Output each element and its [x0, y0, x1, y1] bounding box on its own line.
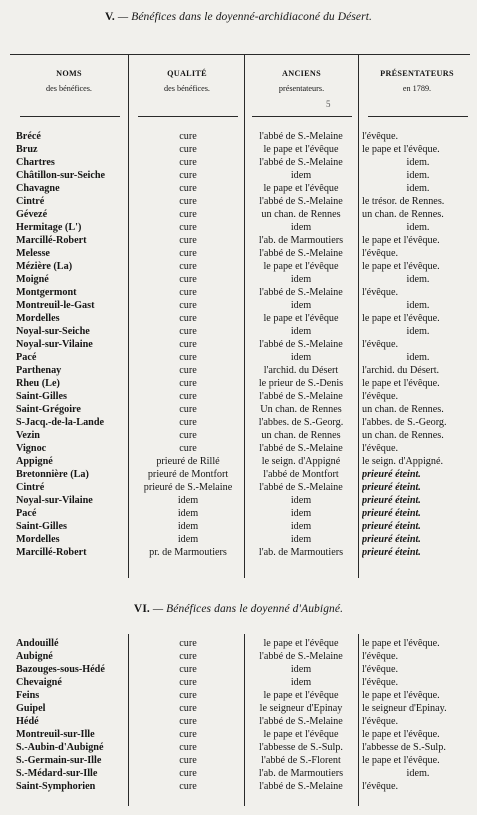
presentateur-1789: l'abbes. de S.-Georg.: [362, 417, 447, 428]
presentateur-1789: l'évêque.: [362, 443, 399, 454]
table-row: [0, 143, 477, 156]
benefice-name: Noyal-sur-Vilaine: [16, 339, 93, 350]
benefice-name: S-Jacq.-de-la-Lande: [16, 417, 105, 428]
benefice-name: Gévezé: [16, 209, 48, 220]
benefice-name: Feins: [16, 690, 40, 701]
presentateur-1789: idem.: [406, 170, 430, 181]
benefice-qualite: cure: [179, 352, 197, 363]
table-row: [0, 169, 477, 182]
table-row: [0, 234, 477, 247]
benefice-qualite: cure: [179, 664, 197, 675]
ancien-presentateur: le prieur de S.-Denis: [258, 378, 344, 389]
ancien-presentateur: idem: [290, 677, 312, 688]
benefice-qualite: cure: [179, 261, 197, 272]
presentateur-1789: prieuré éteint.: [362, 482, 421, 493]
benefice-name: Saint-Gilles: [16, 521, 67, 532]
presentateur-1789: l'évêque.: [362, 781, 399, 792]
table-row: [0, 364, 477, 377]
table-row: [0, 286, 477, 299]
presentateur-1789: le pape et l'évêque.: [362, 690, 440, 701]
table-row: [0, 468, 477, 481]
ancien-presentateur: idem: [290, 326, 312, 337]
benefice-qualite: cure: [179, 235, 197, 246]
header-underline-anciens: [252, 116, 352, 117]
ancien-presentateur: l'ab. de Marmoutiers: [258, 235, 344, 246]
header-presentateurs-line1: PRÉSENTATEURS: [380, 69, 454, 78]
benefice-qualite: cure: [179, 729, 197, 740]
benefice-name: Montreuil-sur-Ille: [16, 729, 95, 740]
benefice-name: Bazouges-sous-Hédé: [16, 664, 105, 675]
benefice-qualite: cure: [179, 742, 197, 753]
benefice-qualite: prieuré de S.-Melaine: [143, 482, 233, 493]
presentateur-1789: idem.: [406, 222, 430, 233]
presentateur-1789: l'évêque.: [362, 131, 399, 142]
benefice-name: Mézière (La): [16, 261, 73, 272]
table-row: [0, 325, 477, 338]
table-row: [0, 481, 477, 494]
presentateur-1789: l'évêque.: [362, 248, 399, 259]
presentateur-1789: le pape et l'évêque.: [362, 313, 440, 324]
table-row: [0, 299, 477, 312]
benefice-name: S.-Germain-sur-Ille: [16, 755, 102, 766]
presentateur-1789: le pape et l'évêque.: [362, 235, 440, 246]
header-underline-presentateurs: [368, 116, 468, 117]
presentateur-1789: le trésor. de Rennes.: [362, 196, 445, 207]
benefice-qualite: cure: [179, 209, 197, 220]
ancien-presentateur: l'abbé de S.-Melaine: [259, 781, 343, 792]
benefice-name: Parthenay: [16, 365, 62, 376]
table-row: [0, 273, 477, 286]
benefice-qualite: idem: [177, 521, 199, 532]
header-qualite-line2: des bénéfices.: [164, 84, 210, 93]
section-6-heading: — Bénéfices dans le doyenné d'Aubigné.: [152, 603, 344, 615]
table-row: [0, 260, 477, 273]
benefice-name: Hédé: [16, 716, 39, 727]
ancien-presentateur: le pape et l'évêque: [263, 729, 339, 740]
presentateur-1789: l'évêque.: [362, 677, 399, 688]
benefice-qualite: cure: [179, 287, 197, 298]
table-row: [0, 546, 477, 559]
benefice-name: Hermitage (L'): [16, 222, 82, 233]
presentateur-1789: le pape et l'évêque.: [362, 729, 440, 740]
benefice-name: Andouillé: [16, 638, 59, 649]
ancien-presentateur: le seigneur d'Epinay: [259, 703, 343, 714]
ancien-presentateur: idem: [290, 274, 312, 285]
ancien-presentateur: le seign. d'Appigné: [261, 456, 341, 467]
table-row: [0, 650, 477, 663]
ancien-presentateur: l'abbé de S.-Melaine: [259, 391, 343, 402]
ancien-presentateur: l'abbé de Montfort: [263, 469, 339, 480]
presentateur-1789: l'archid. du Désert.: [362, 365, 440, 376]
ancien-presentateur: le pape et l'évêque: [263, 690, 339, 701]
benefice-name: Mordelles: [16, 534, 60, 545]
benefice-qualite: cure: [179, 716, 197, 727]
benefice-qualite: cure: [179, 326, 197, 337]
presentateur-1789: l'évêque.: [362, 664, 399, 675]
benefice-name: Appigné: [16, 456, 53, 467]
presentateur-1789: prieuré éteint.: [362, 534, 421, 545]
presentateur-1789: un chan. de Rennes.: [362, 209, 444, 220]
table-row: [0, 416, 477, 429]
benefice-qualite: cure: [179, 391, 197, 402]
presentateur-1789: un chan. de Rennes.: [362, 430, 444, 441]
benefice-qualite: cure: [179, 183, 197, 194]
presentateur-1789: l'évêque.: [362, 651, 399, 662]
presentateur-1789: le pape et l'évêque.: [362, 378, 440, 389]
benefice-name: Saint-Gilles: [16, 391, 67, 402]
benefice-name: Vignoc: [16, 443, 47, 454]
benefice-name: Montreuil-le-Gast: [16, 300, 95, 311]
presentateur-1789: idem.: [406, 326, 430, 337]
benefice-name: Cintré: [16, 196, 45, 207]
benefice-name: Montgermont: [16, 287, 77, 298]
ancien-presentateur: idem: [290, 352, 312, 363]
ancien-presentateur: le pape et l'évêque: [263, 261, 339, 272]
benefice-qualite: cure: [179, 144, 197, 155]
presentateur-1789: idem.: [406, 300, 430, 311]
ancien-presentateur: l'abbé de S.-Melaine: [259, 287, 343, 298]
ancien-presentateur: l'ab. de Marmoutiers: [258, 768, 344, 779]
ancien-presentateur: l'abbé de S.-Florent: [261, 755, 341, 766]
benefice-name: Guipel: [16, 703, 46, 714]
presentateur-1789: idem.: [406, 768, 430, 779]
ancien-presentateur: l'abbé de S.-Melaine: [259, 157, 343, 168]
benefice-qualite: cure: [179, 768, 197, 779]
benefice-qualite: cure: [179, 222, 197, 233]
benefice-qualite: cure: [179, 651, 197, 662]
table-row: [0, 754, 477, 767]
header-noms-line1: NOMS: [56, 69, 82, 78]
table-top-rule: [10, 54, 470, 55]
ancien-presentateur: l'abbesse de S.-Sulp.: [259, 742, 343, 753]
ancien-presentateur: le pape et l'évêque: [263, 183, 339, 194]
benefice-qualite: prieuré de Rillé: [156, 456, 220, 467]
benefice-name: Rheu (Le): [16, 378, 60, 389]
presentateur-1789: le seign. d'Appigné.: [362, 456, 444, 467]
presentateur-1789: prieuré éteint.: [362, 547, 421, 558]
benefice-qualite: cure: [179, 430, 197, 441]
presentateur-1789: prieuré éteint.: [362, 508, 421, 519]
presentateur-1789: idem.: [406, 157, 430, 168]
ancien-presentateur: idem: [290, 664, 312, 675]
benefice-qualite: cure: [179, 131, 197, 142]
table-row: [0, 351, 477, 364]
header-qualite-line1: QUALITÉ: [167, 69, 207, 78]
section-6-title: [0, 603, 477, 615]
table-row: [0, 676, 477, 689]
table-row: [0, 663, 477, 676]
presentateur-1789: le seigneur d'Epinay.: [362, 703, 447, 714]
benefice-name: Melesse: [16, 248, 50, 259]
presentateur-1789: prieuré éteint.: [362, 521, 421, 532]
table-row: [0, 247, 477, 260]
ancien-presentateur: le pape et l'évêque: [263, 313, 339, 324]
ancien-presentateur: l'abbé de S.-Melaine: [259, 131, 343, 142]
ancien-presentateur: un chan. de Rennes: [261, 209, 341, 220]
benefice-qualite: idem: [177, 508, 199, 519]
presentateur-1789: un chan. de Rennes.: [362, 404, 444, 415]
benefice-name: Mordelles: [16, 313, 60, 324]
benefice-qualite: cure: [179, 378, 197, 389]
table-row: [0, 442, 477, 455]
presentateur-1789: l'évêque.: [362, 716, 399, 727]
ancien-presentateur: l'archid. du Désert: [263, 365, 339, 376]
benefice-name: Aubigné: [16, 651, 53, 662]
section-6-number: VI.: [133, 603, 150, 615]
presentateur-1789: l'évêque.: [362, 339, 399, 350]
header-qualite: [129, 66, 245, 96]
benefice-name: Châtillon-sur-Seiche: [16, 170, 106, 181]
benefice-name: Marcillé-Robert: [16, 235, 87, 246]
ancien-presentateur: l'abbé de S.-Melaine: [259, 339, 343, 350]
table-row: [0, 221, 477, 234]
table-row: [0, 767, 477, 780]
benefice-qualite: cure: [179, 248, 197, 259]
benefice-name: Cintré: [16, 482, 45, 493]
ancien-presentateur: l'abbé de S.-Melaine: [259, 248, 343, 259]
header-noms: [10, 66, 128, 96]
benefice-name: Saint-Grégoire: [16, 404, 81, 415]
presentateur-1789: l'évêque.: [362, 391, 399, 402]
table-row: [0, 702, 477, 715]
ancien-presentateur: idem: [290, 521, 312, 532]
benefice-name: Noyal-sur-Vilaine: [16, 495, 93, 506]
benefice-name: Bruz: [16, 144, 38, 155]
benefice-qualite: cure: [179, 157, 197, 168]
header-noms-line2: des bénéfices.: [46, 84, 92, 93]
table-row: [0, 130, 477, 143]
header-presentateurs-line2: en 1789.: [402, 84, 432, 93]
benefice-qualite: cure: [179, 365, 197, 376]
table-row: [0, 208, 477, 221]
pencil-mark: 5: [326, 99, 331, 109]
ancien-presentateur: l'abbé de S.-Melaine: [259, 482, 343, 493]
table-row: [0, 195, 477, 208]
benefice-name: Marcillé-Robert: [16, 547, 87, 558]
header-presentateurs: [359, 66, 475, 96]
ancien-presentateur: l'abbes. de S.-Georg.: [258, 417, 344, 428]
ancien-presentateur: le pape et l'évêque: [263, 144, 339, 155]
ancien-presentateur: idem: [290, 534, 312, 545]
benefice-qualite: cure: [179, 690, 197, 701]
table-row: [0, 338, 477, 351]
presentateur-1789: le pape et l'évêque.: [362, 638, 440, 649]
section-5-heading: — Bénéfices dans le doyenné-archidiaconé du Désert.: [117, 11, 372, 23]
benefice-name: Chevaigné: [16, 677, 62, 688]
table-row: [0, 403, 477, 416]
ancien-presentateur: l'abbé de S.-Melaine: [259, 196, 343, 207]
ancien-presentateur: l'ab. de Marmoutiers: [258, 547, 344, 558]
presentateur-1789: le pape et l'évêque.: [362, 261, 440, 272]
section-5-number: V.: [105, 11, 115, 23]
presentateur-1789: le pape et l'évêque.: [362, 144, 440, 155]
benefice-name: Pacé: [16, 508, 37, 519]
ancien-presentateur: Un chan. de Rennes: [260, 404, 342, 415]
ancien-presentateur: idem: [290, 222, 312, 233]
header-anciens-line1: ANCIENS: [282, 69, 321, 78]
table-row: [0, 390, 477, 403]
table-row: [0, 637, 477, 650]
benefice-qualite: cure: [179, 755, 197, 766]
table-row: [0, 312, 477, 325]
benefice-qualite: cure: [179, 313, 197, 324]
presentateur-1789: prieuré éteint.: [362, 495, 421, 506]
header-anciens-line2: présentateurs.: [278, 84, 325, 93]
table-row: [0, 455, 477, 468]
table-row: [0, 780, 477, 793]
benefice-qualite: cure: [179, 196, 197, 207]
ancien-presentateur: un chan. de Rennes: [261, 430, 341, 441]
presentateur-1789: l'abbesse de S.-Sulp.: [362, 742, 446, 753]
table-row: [0, 728, 477, 741]
benefice-qualite: cure: [179, 638, 197, 649]
table-row: [0, 533, 477, 546]
header-underline-qualite: [138, 116, 238, 117]
ancien-presentateur: idem: [290, 508, 312, 519]
ancien-presentateur: idem: [290, 495, 312, 506]
benefice-qualite: cure: [179, 170, 197, 181]
benefice-qualite: cure: [179, 443, 197, 454]
benefice-qualite: cure: [179, 417, 197, 428]
benefice-name: Vezin: [16, 430, 40, 441]
header-anciens: [245, 66, 358, 96]
benefice-name: Saint-Symphorien: [16, 781, 96, 792]
benefice-name: S.-Aubin-d'Aubigné: [16, 742, 104, 753]
benefice-qualite: cure: [179, 404, 197, 415]
presentateur-1789: l'évêque.: [362, 287, 399, 298]
table-row: [0, 182, 477, 195]
ancien-presentateur: l'abbé de S.-Melaine: [259, 651, 343, 662]
presentateur-1789: idem.: [406, 274, 430, 285]
benefice-qualite: cure: [179, 339, 197, 350]
presentateur-1789: idem.: [406, 352, 430, 363]
benefice-qualite: cure: [179, 274, 197, 285]
benefice-name: Brécé: [16, 131, 41, 142]
benefice-name: Noyal-sur-Seiche: [16, 326, 90, 337]
ancien-presentateur: le pape et l'évêque: [263, 638, 339, 649]
benefice-qualite: cure: [179, 703, 197, 714]
benefice-qualite: cure: [179, 300, 197, 311]
benefice-name: S.-Médard-sur-Ille: [16, 768, 98, 779]
section-5-title: [0, 11, 477, 23]
ancien-presentateur: l'abbé de S.-Melaine: [259, 716, 343, 727]
presentateur-1789: le pape et l'évêque.: [362, 755, 440, 766]
table-row: [0, 507, 477, 520]
benefice-qualite: idem: [177, 534, 199, 545]
table-row: [0, 494, 477, 507]
benefice-qualite: cure: [179, 781, 197, 792]
table-row: [0, 715, 477, 728]
ancien-presentateur: idem: [290, 300, 312, 311]
benefice-name: Pacé: [16, 352, 37, 363]
benefice-qualite: pr. de Marmoutiers: [149, 547, 227, 558]
ancien-presentateur: l'abbé de S.-Melaine: [259, 443, 343, 454]
benefice-qualite: idem: [177, 495, 199, 506]
table-row: [0, 741, 477, 754]
table-row: [0, 429, 477, 442]
benefice-name: Chartres: [16, 157, 55, 168]
benefice-qualite: cure: [179, 677, 197, 688]
table-row: [0, 377, 477, 390]
benefice-name: Moigné: [16, 274, 49, 285]
benefice-name: Chavagne: [16, 183, 60, 194]
benefice-name: Bretonnière (La): [16, 469, 89, 480]
table-row: [0, 689, 477, 702]
table-row: [0, 156, 477, 169]
header-underline-noms: [20, 116, 120, 117]
presentateur-1789: idem.: [406, 183, 430, 194]
table-row: [0, 520, 477, 533]
ancien-presentateur: idem: [290, 170, 312, 181]
presentateur-1789: prieuré éteint.: [362, 469, 421, 480]
benefice-qualite: prieuré de Montfort: [147, 469, 229, 480]
